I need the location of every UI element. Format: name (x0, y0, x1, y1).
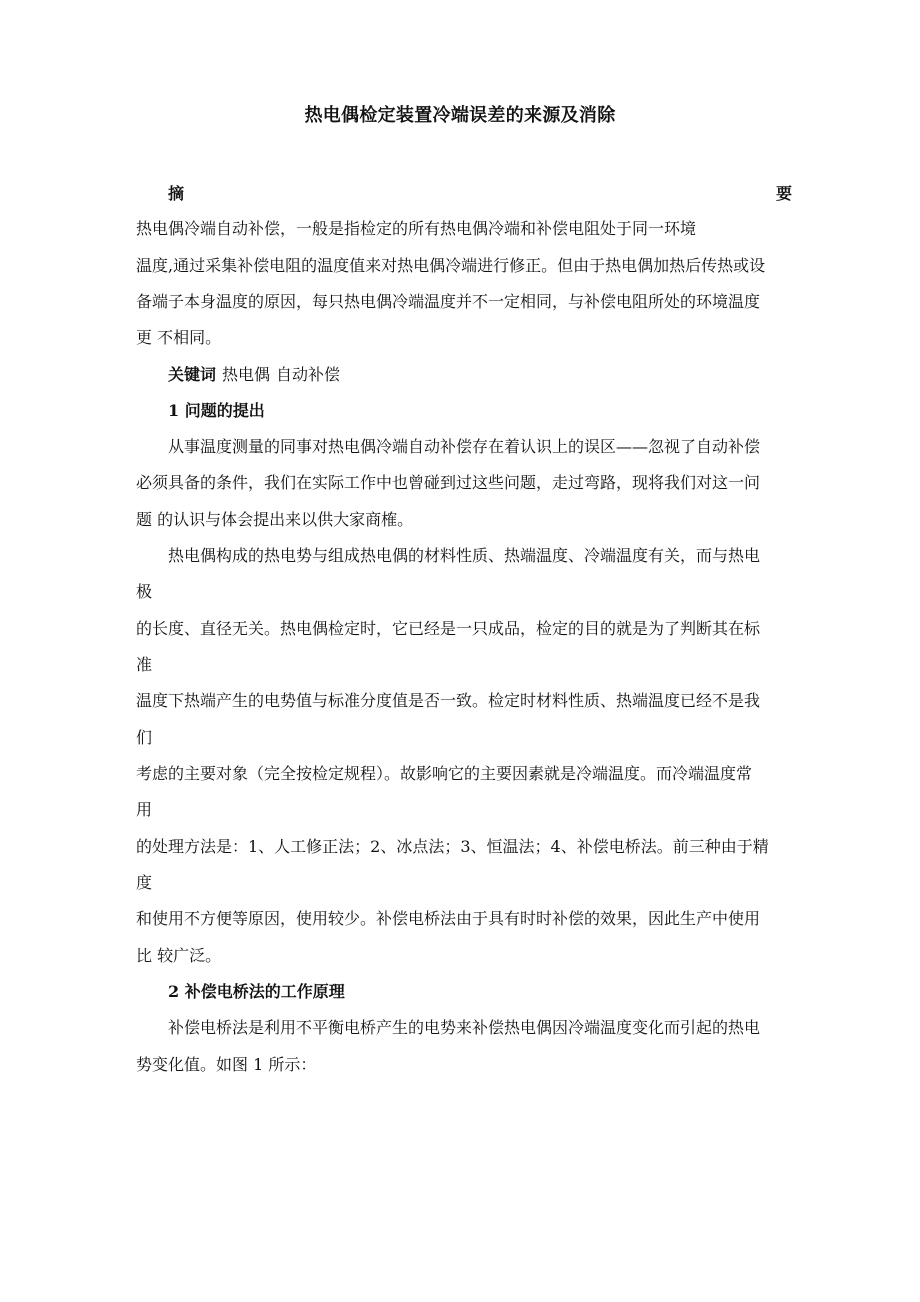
abstract-label-right: 要 (775, 184, 792, 203)
abstract-label-left: 摘 (168, 184, 185, 203)
paragraph-line: 热电偶构成的热电势与组成热电偶的材料性质、热端温度、冷端温度有关，而与热电 (168, 546, 761, 565)
paragraph-line: 补偿电桥法是利用不平衡电桥产生的电势来补偿热电偶因冷端温度变化而引起的热电 (168, 1018, 761, 1037)
keyword: 热电偶 (222, 365, 271, 384)
abstract-line: 更 不相同。 (136, 328, 222, 347)
paragraph-line: 考虑的主要对象（完全按检定规程）。故影响它的主要因素就是冷端温度。而冷端温度常 (136, 764, 753, 783)
keywords-label: 关键词 (168, 365, 217, 384)
abstract-line: 温度,通过采集补偿电阻的温度值来对热电偶冷端进行修正。但由于热电偶加热后传热或设 (136, 256, 766, 275)
paragraph-line: 从事温度测量的同事对热电偶冷端自动补偿存在着认识上的误区——忽视了自动补偿 (168, 437, 761, 456)
paragraph-line: 用 (136, 800, 153, 819)
paragraph-line: 的长度、直径无关。热电偶检定时，它已经是一只成品，检定的目的就是为了判断其在标 (136, 619, 761, 638)
abstract-line: 热电偶冷端自动补偿，一般是指检定的所有热电偶冷端和补偿电阻处于同一环境 (136, 219, 697, 238)
paragraph-line: 度 (136, 873, 153, 892)
paragraph-line: 们 (136, 728, 153, 747)
paragraph-line: 准 (136, 655, 153, 674)
paragraph-line: 必须具备的条件，我们在实际工作中也曾碰到过这些问题，走过弯路，现将我们对这一问 (136, 473, 761, 492)
paragraph-line: 题 的认识与体会提出来以供大家商榷。 (136, 510, 414, 529)
abstract-line: 备端子本身温度的原因，每只热电偶冷端温度并不一定相同，与补偿电阻所处的环境温度 (136, 292, 761, 311)
paragraph-line: 和使用不方便等原因，使用较少。补偿电桥法由于具有时时补偿的效果，因此生产中使用 (136, 909, 761, 928)
paragraph-line: 温度下热端产生的电势值与标准分度值是否一致。检定时材料性质、热端温度已经不是我 (136, 691, 761, 710)
section-heading: 1 问题的提出 (168, 401, 265, 420)
paragraph-line: 比 较广泛。 (136, 946, 222, 965)
paragraph-line: 极 (136, 582, 153, 601)
keywords-line (168, 364, 828, 386)
paragraph-line: 的处理方法是：1、人工修正法；2、冰点法；3、恒温法；4、补偿电桥法。前三种由于精 (136, 837, 769, 856)
section-heading: 2 补偿电桥法的工作原理 (168, 982, 345, 1001)
document-title: 热电偶检定装置冷端误差的来源及消除 (304, 105, 616, 126)
keyword: 自动补偿 (276, 365, 341, 384)
paragraph-line: 势变化值。如图 1 所示： (136, 1055, 317, 1074)
